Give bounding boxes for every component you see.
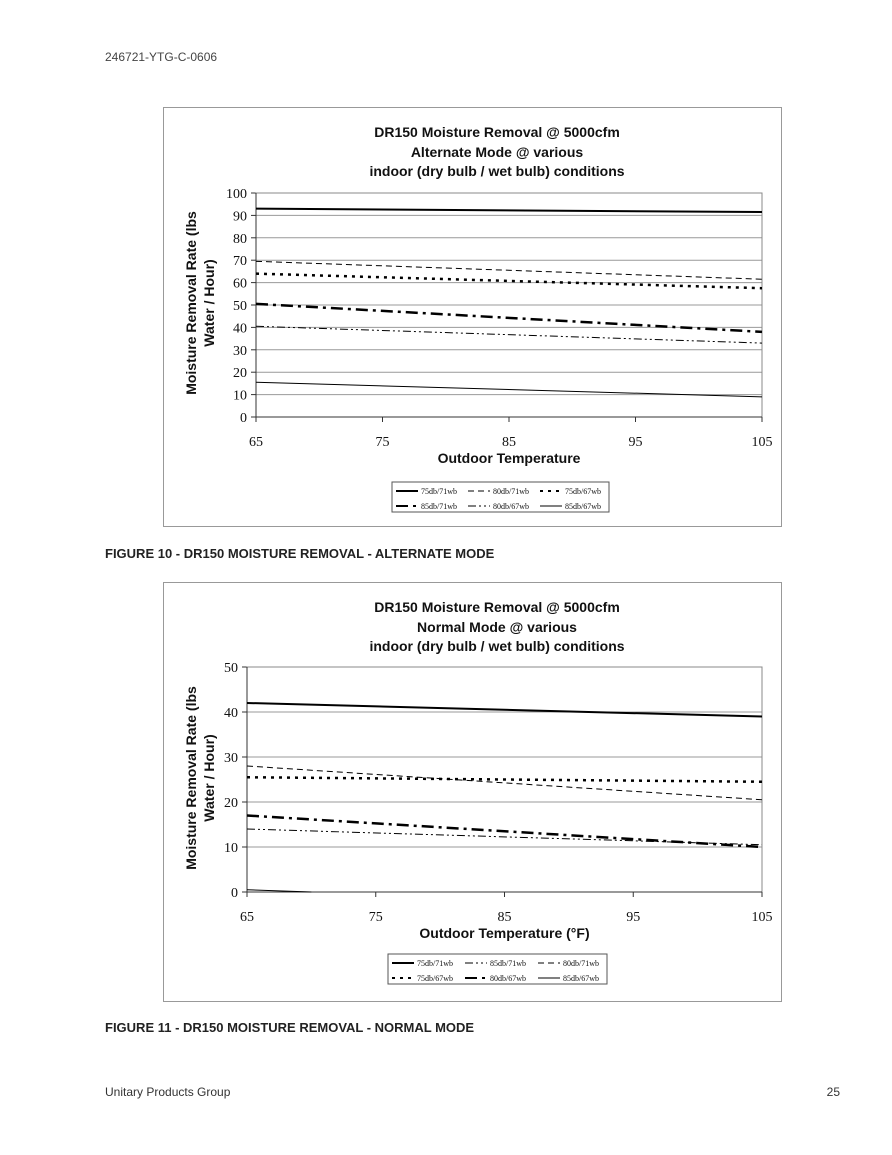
x-tick-label: 95 <box>628 435 643 450</box>
series-line-80db-71wb <box>256 261 762 279</box>
legend-label: 80db/67wb <box>490 974 526 983</box>
footer-page-number: 25 <box>826 1085 840 1099</box>
y-axis-title <box>183 686 217 870</box>
y-tick-label: 40 <box>233 321 247 337</box>
y-axis-title-line: Moisture Removal Rate (lbs <box>183 686 199 870</box>
y-axis-title-line: Moisture Removal Rate (lbs <box>183 211 199 395</box>
figure-10-caption: FIGURE 10 - DR150 MOISTURE REMOVAL - ALTERNATE MODE <box>105 546 495 561</box>
chart-title-line: indoor (dry bulb / wet bulb) conditions <box>369 163 625 179</box>
series-line-75db-67wb <box>256 274 762 289</box>
series-line-75db-67wb <box>247 777 762 782</box>
x-tick-label: 75 <box>368 910 383 925</box>
figure-11-caption: FIGURE 11 - DR150 MOISTURE REMOVAL - NORMAL MODE <box>105 1020 475 1035</box>
y-tick-label: 40 <box>224 706 238 721</box>
y-tick-label: 50 <box>233 299 247 314</box>
series-line-75db-71wb <box>247 703 762 717</box>
chart-title-line: Alternate Mode @ various <box>410 144 584 160</box>
y-tick-label: 20 <box>224 796 238 811</box>
x-tick-label: 85 <box>502 435 516 450</box>
y-tick-label: 30 <box>224 751 238 766</box>
y-tick-label: 60 <box>233 276 247 292</box>
legend-label: 75db/67wb <box>565 487 601 496</box>
y-tick-label: 90 <box>233 209 247 225</box>
x-tick-label: 85 <box>497 910 512 925</box>
x-tick-label: 65 <box>249 435 263 450</box>
y-tick-label: 0 <box>231 886 238 901</box>
chart-title-line: DR150 Moisture Removal @ 5000cfm <box>374 124 620 140</box>
chart-svg-normal <box>164 583 783 1003</box>
series-line-80db-71wb <box>247 766 762 800</box>
chart-title-line: Normal Mode @ various <box>417 619 577 635</box>
legend-label: 80db/67wb <box>493 502 529 511</box>
x-tick-label: 65 <box>240 910 254 925</box>
y-axis-title-line: Water / Hour) <box>201 259 217 347</box>
legend-label: 85db/71wb <box>421 502 457 511</box>
legend-label: 80db/71wb <box>493 487 529 496</box>
y-tick-label: 0 <box>240 411 247 426</box>
chart-alternate-mode <box>163 107 782 527</box>
legend-label: 85db/67wb <box>565 502 601 511</box>
chart-svg-alternate <box>164 108 783 528</box>
y-tick-label: 10 <box>224 841 238 856</box>
y-tick-label: 50 <box>224 661 238 676</box>
chart-title-line: indoor (dry bulb / wet bulb) conditions <box>369 638 625 654</box>
legend-label: 85db/71wb <box>490 959 526 968</box>
y-tick-label: 20 <box>233 366 247 382</box>
footer-company: Unitary Products Group <box>105 1085 231 1099</box>
legend-label: 80db/71wb <box>563 959 599 968</box>
y-tick-label: 100 <box>226 187 247 202</box>
legend-label: 75db/67wb <box>417 974 453 983</box>
legend-label: 85db/67wb <box>563 974 599 983</box>
y-tick-label: 10 <box>233 388 247 404</box>
x-axis-title: Outdoor Temperature (°F) <box>419 925 590 941</box>
chart-title-line: DR150 Moisture Removal @ 5000cfm <box>374 599 620 615</box>
x-tick-label: 105 <box>751 910 773 925</box>
y-tick-label: 70 <box>233 254 247 270</box>
x-tick-label: 75 <box>375 435 390 450</box>
x-axis-title: Outdoor Temperature <box>437 450 581 466</box>
chart-normal-mode <box>163 582 782 1002</box>
legend-label: 75db/71wb <box>421 487 457 496</box>
y-tick-label: 30 <box>233 343 247 359</box>
x-tick-label: 95 <box>626 910 641 925</box>
x-tick-label: 105 <box>751 435 773 450</box>
y-axis-title <box>183 211 217 395</box>
legend-label: 75db/71wb <box>417 959 453 968</box>
series-line-75db-71wb <box>256 209 762 212</box>
y-axis-title-line: Water / Hour) <box>201 734 217 822</box>
y-tick-label: 80 <box>233 231 247 247</box>
document-code: 246721-YTG-C-0606 <box>105 50 218 64</box>
